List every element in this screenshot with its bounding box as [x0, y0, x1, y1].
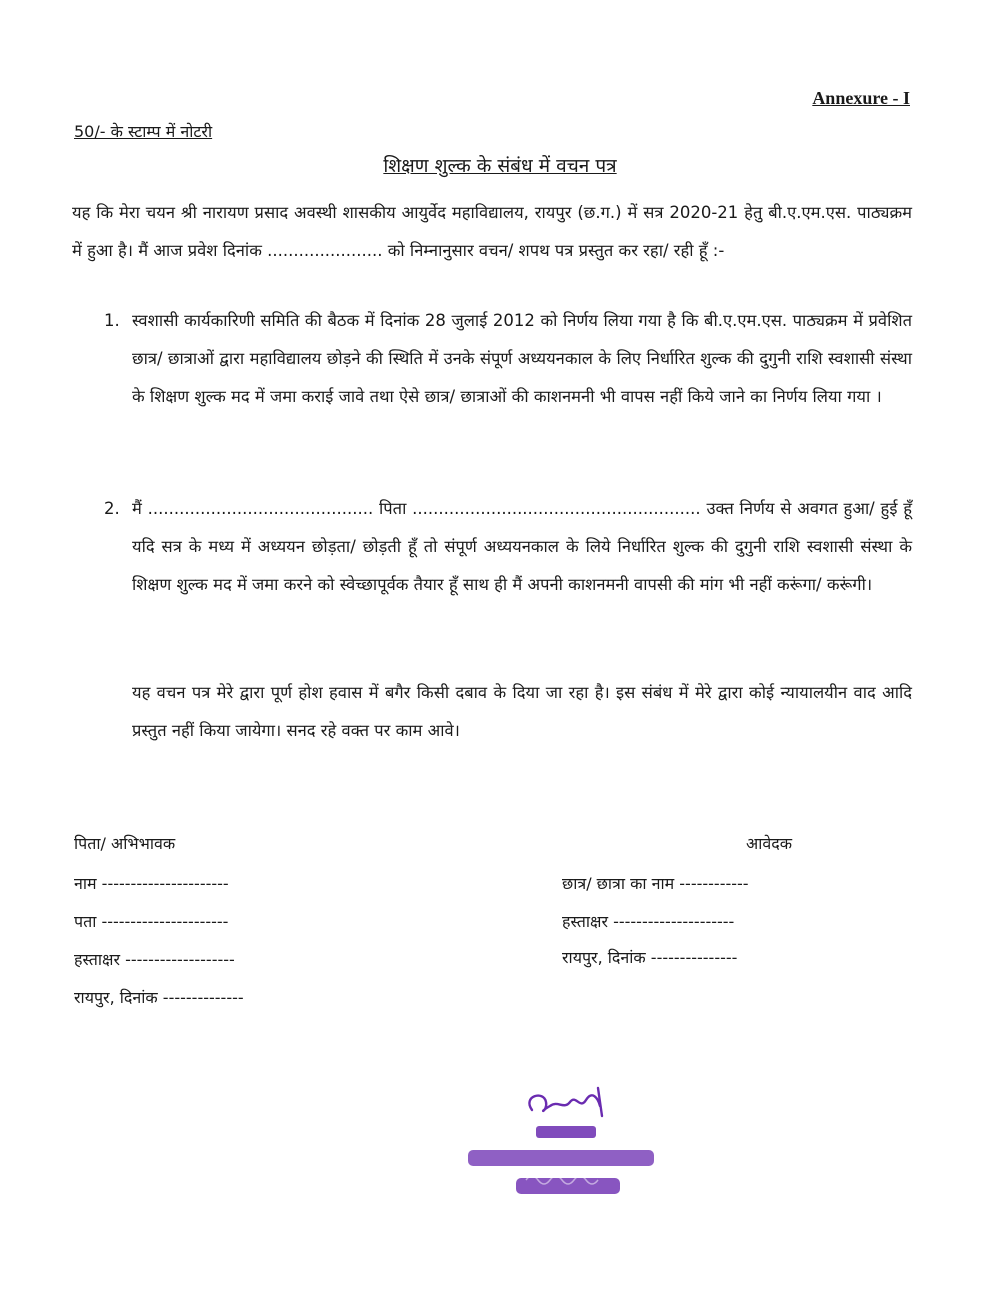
applicant-signature-field: हस्ताक्षर --------------------- — [562, 912, 735, 931]
guardian-name-field: नाम ---------------------- — [74, 874, 229, 893]
guardian-heading: पिता/ अभिभावक — [74, 834, 176, 853]
item-text: मैं ........................................... पिता ....................................................... उक्त निर्णय से अवगत हुआ/ हुई हूँ यदि सत्र के मध्य में अध्ययन छोड़ता/ छोड़ती हूँ तो संपूर्ण अध्ययनकाल के लिये निर्धारित शुल्क की दुगुनी राशि स्वशासी संस्था के शिक्षण शुल्क मद में जमा करने को स्वेच्छापूर्वक तैयार हूँ साथ ही मैं अपनी काशनमनी वापसी की मांग भी नहीं करूंगा/ करूंगी। — [132, 499, 912, 594]
guardian-address-field: पता ---------------------- — [74, 912, 229, 931]
stamp-note: 50/- के स्टाम्प में नोटरी — [74, 122, 213, 141]
intro-paragraph: यह कि मेरा चयन श्री नारायण प्रसाद अवस्थी शासकीय आयुर्वेद महाविद्यालय, रायपुर (छ.ग.) में सत्र 2020-21 हेतु बी.ए.एम.एस. पाठ्यक्रम में हुआ है। मैं आज प्रवेश दिनांक ...................... को निम्नानुसार वचन/ शपथ पत्र प्रस्तुत कर रहा/ रही हूँ :- — [72, 203, 912, 260]
guardian-place-date-field: रायपुर, दिनांक -------------- — [74, 988, 244, 1007]
applicant-heading: आवेदक — [746, 834, 793, 853]
item-number: 2. — [104, 499, 120, 518]
item-number: 1. — [104, 311, 120, 330]
applicant-name-field: छात्र/ छात्रा का नाम ------------ — [562, 874, 749, 893]
applicant-place-date-field: रायपुर, दिनांक --------------- — [562, 948, 738, 967]
guardian-signature-field: हस्ताक्षर ------------------- — [74, 950, 235, 969]
document-title: शिक्षण शुल्क के संबंध में वचन पत्र — [383, 155, 617, 177]
item-text: स्वशासी कार्यकारिणी समिति की बैठक में दिनांक 28 जुलाई 2012 को निर्णय लिया गया है कि बी.ए.एम.एस. पाठ्यक्रम में प्रवेशित छात्र/ छात्राओं द्वारा महाविद्यालय छोड़ने की स्थिति में उनके संपूर्ण अध्ययनकाल के लिए निर्धारित शुल्क की दुगुनी राशि स्वशासी संस्था के शिक्षण शुल्क मद में जमा कराई जावे तथा ऐसे छात्र/ छात्राओं की काशनमनी भी वापस नहीं किये जाने का निर्णय लिया गया । — [132, 311, 912, 406]
official-seal — [460, 1080, 660, 1200]
signature-scribble — [529, 1088, 602, 1116]
annexure-label: Annexure - I — [812, 88, 910, 108]
closing-paragraph: यह वचन पत्र मेरे द्वारा पूर्ण होश हवास में बगैर किसी दबाव के दिया जा रहा है। इस संबंध में मेरे द्वारा कोई न्यायालयीन वाद आदि प्रस्तुत नहीं किया जायेगा। सनद रहे वक्त पर काम आवे। — [132, 683, 912, 740]
